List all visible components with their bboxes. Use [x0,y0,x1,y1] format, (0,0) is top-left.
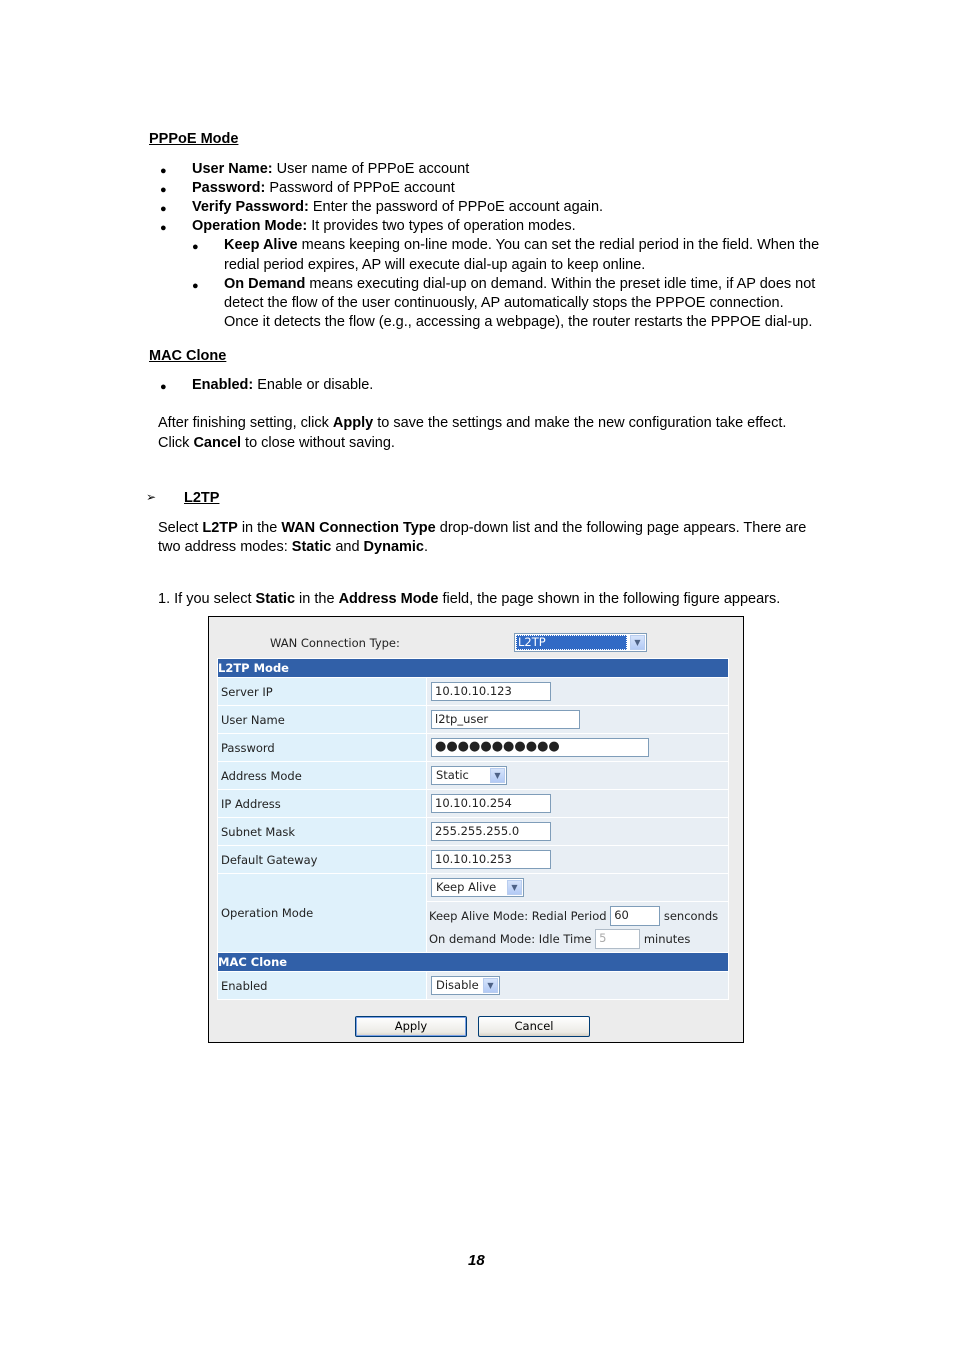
address-mode-select[interactable] [431,766,507,785]
address-mode-label: Address Mode [218,762,427,790]
desc: Enter the password of PPPoE account again. [308,199,604,215]
page-number: 18 [468,1252,485,1269]
text: Click [158,435,194,451]
password-input[interactable]: ●●●●●●●●●●● [431,738,649,757]
enabled-select[interactable] [431,976,500,995]
default-gateway-label: Default Gateway [218,846,427,874]
desc: means executing dial-up on demand. Within the preset idle time, if AP does not [305,276,816,292]
operation-mode-label: Operation Mode [218,874,427,953]
subnet-mask-label: Subnet Mask [218,818,427,846]
desc: Enable or disable. [253,377,374,393]
operation-mode-select[interactable] [431,878,524,897]
text: Select [158,520,203,536]
cancel-button[interactable]: Cancel [478,1016,590,1037]
wan-connection-type-select[interactable] [514,633,647,652]
mac-clone-heading: MAC Clone [149,348,227,364]
text: to save the settings and make the new configuration take effect. [373,415,787,431]
idle-time-input[interactable]: 5 [595,929,640,949]
term: Static [291,539,332,555]
chevron-down-icon[interactable]: ▼ [630,635,645,650]
ip-address-input[interactable]: 10.10.10.254 [431,794,551,813]
term: L2TP [202,520,238,536]
term: Cancel [193,435,242,451]
redial-unit: senconds [663,908,719,923]
server-ip-label: Server IP [218,678,427,706]
l2tp-settings-screenshot [208,616,744,1043]
wan-connection-type-label: WAN Connection Type: [270,636,400,650]
term: Enabled: [192,377,254,393]
text: in the [295,591,339,607]
desc: User name of PPPoE account [272,161,470,177]
settings-table [217,658,729,1000]
term: Apply [332,415,374,431]
bullet-icon: ● [160,165,167,177]
step-text [158,591,780,607]
term: Operation Mode: [192,218,308,234]
redial-period-input[interactable]: 60 [610,906,660,926]
l2tp-heading: L2TP [184,490,220,506]
bullet-icon: ● [192,241,199,253]
desc: Password of PPPoE account [265,180,455,196]
term: Static [255,591,296,607]
list-item [192,377,373,393]
term: Keep Alive [224,237,298,253]
sub-list-text: redial period expires, AP will execute dial-up again to keep online. [224,257,646,273]
chevron-down-icon[interactable]: ▼ [507,880,522,895]
chevron-down-icon[interactable]: ▼ [483,978,498,993]
section-header-l2tp-mode: L2TP Mode [218,659,729,678]
section-header-mac-clone: MAC Clone [218,953,729,972]
paragraph [158,539,428,555]
list-item [192,218,576,234]
pppoe-heading: PPPoE Mode [149,131,239,147]
paragraph [158,415,786,431]
sub-list-text: detect the flow of the user continuously, AP automatically stops the PPPOE connection. [224,295,784,311]
arrow-bullet-icon: ➢ [146,490,157,504]
server-ip-input[interactable]: 10.10.10.123 [431,682,551,701]
address-mode-value: Static [436,768,469,782]
operation-mode-value: Keep Alive [436,880,497,894]
wan-connection-type-value: L2TP [516,635,627,650]
user-name-input[interactable]: l2tp_user [431,710,580,729]
bullet-icon: ● [160,381,167,393]
user-name-label: User Name [218,706,427,734]
bullet-icon: ● [192,280,199,292]
desc: It provides two types of operation modes. [307,218,576,234]
term: On Demand [224,276,306,292]
list-item [192,180,455,196]
paragraph [158,520,806,536]
text: . [424,539,429,555]
term: Dynamic [363,539,424,555]
term: Password: [192,180,266,196]
desc: means keeping on-line mode. You can set the redial period in the field. When the [297,237,820,253]
password-label: Password [218,734,427,762]
paragraph [158,435,395,451]
sub-list-item [224,237,819,253]
enabled-label: Enabled [218,972,427,1000]
default-gateway-input[interactable]: 10.10.10.253 [431,850,551,869]
term: Address Mode [338,591,439,607]
apply-button[interactable]: Apply [355,1016,467,1037]
keep-alive-label: Keep Alive Mode: Redial Period [429,908,607,923]
sub-list-item [224,276,815,292]
text: two address modes: [158,539,292,555]
term: Verify Password: [192,199,309,215]
list-item [192,199,603,215]
subnet-mask-input[interactable]: 255.255.255.0 [431,822,551,841]
text: After finishing setting, click [158,415,333,431]
idle-unit: minutes [643,931,691,946]
text: and [331,539,364,555]
on-demand-label: On demand Mode: Idle Time [429,931,592,946]
ip-address-label: IP Address [218,790,427,818]
chevron-down-icon[interactable]: ▼ [490,768,505,783]
text: field, the page shown in the following figure appears. [438,591,781,607]
text: in the [237,520,282,536]
text: to close without saving. [241,435,395,451]
term: WAN Connection Type [281,520,436,536]
list-item [192,161,469,177]
text: 1. If you select [158,591,256,607]
sub-list-text: Once it detects the flow (e.g., accessing a webpage), the router restarts the PPPOE dial-up. [224,314,813,330]
bullet-icon: ● [160,222,167,234]
enabled-value: Disable [436,978,479,992]
text: drop-down list and the following page appears. There are [435,520,807,536]
term: User Name: [192,161,273,177]
bullet-icon: ● [160,184,167,196]
bullet-icon: ● [160,203,167,215]
